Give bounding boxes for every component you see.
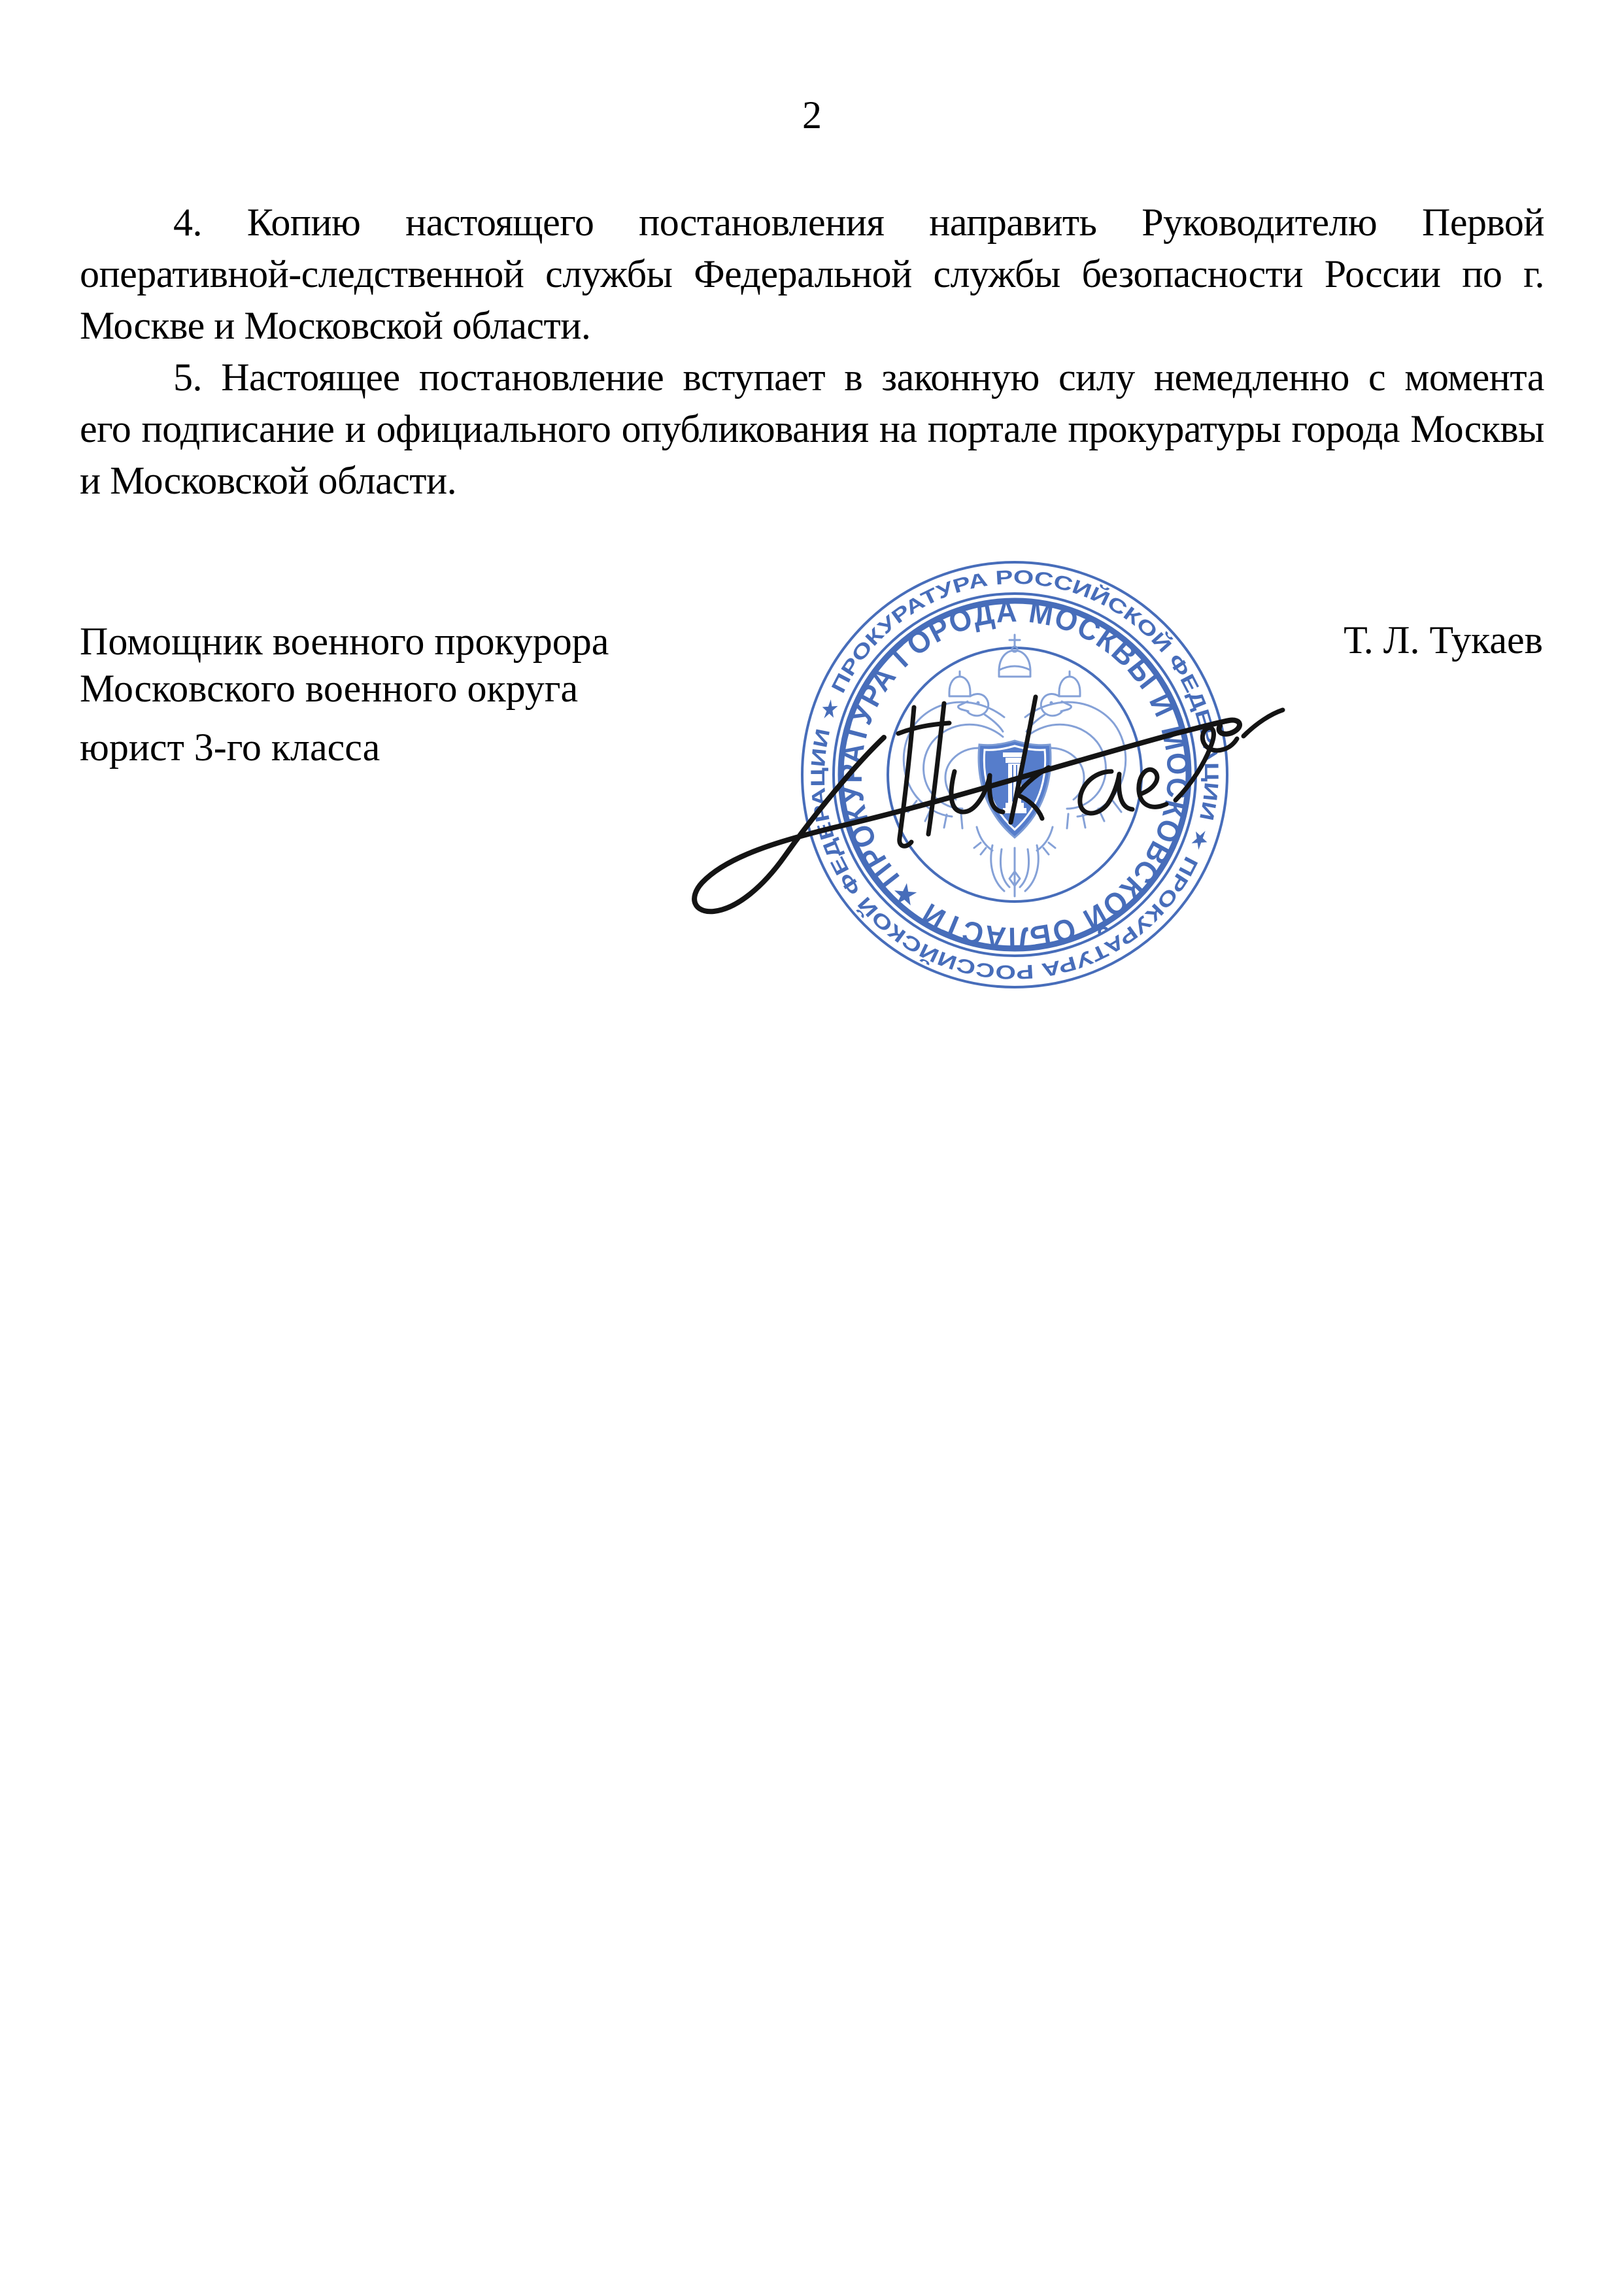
signer-title-line-1: Помощник военного прокурора bbox=[80, 620, 609, 663]
paragraph-5-line-2: его подписание и официального опубликования на портале прокуратуры города Москвы bbox=[80, 407, 1544, 450]
paragraph-4-line-3: Москве и Московской области. bbox=[80, 304, 591, 347]
stamp-inner-ring-text: ПРОКУРАТУРА ГОРОДА МОСКВЫ И МОСКОВСКОЙ ОБЛАСТИ ★ bbox=[833, 593, 1196, 956]
paragraph-4-number: 4. bbox=[173, 201, 202, 244]
paragraph-5-line-1-text: Настоящее постановление вступает в законную силу немедленно с момента bbox=[221, 356, 1544, 399]
handwritten-signature bbox=[654, 667, 1301, 941]
page-number: 2 bbox=[802, 93, 822, 137]
paragraph-5-line-3: и Московской области. bbox=[80, 459, 457, 502]
paragraph-4-line-1 bbox=[80, 197, 1544, 248]
body-text bbox=[80, 197, 1544, 507]
signature-strokes bbox=[654, 667, 1301, 941]
stamp-outer-ring-text: ПРОКУРАТУРА РОССИЙСКОЙ ФЕДЕРАЦИИ ★ ПРОКУРАТУРА РОССИЙСКОЙ ФЕДЕРАЦИИ ★ bbox=[807, 566, 1223, 983]
paragraph-5-line-1 bbox=[80, 352, 1544, 403]
signer-name: Т. Л. Тукаев bbox=[1344, 618, 1543, 662]
signer-title-line-2: Московского военного округа bbox=[80, 667, 579, 710]
paragraph-4-line-2: оперативной-следственной службы Федеральной службы безопасности России по г. bbox=[80, 252, 1544, 295]
paragraph-4-line-1-text: Копию настоящего постановления направить Руководителю Первой bbox=[246, 201, 1544, 244]
crown-cross-icon bbox=[1009, 635, 1020, 647]
paragraph-5-number: 5. bbox=[173, 356, 202, 399]
signer-rank-line: юрист 3-го класса bbox=[80, 726, 381, 769]
